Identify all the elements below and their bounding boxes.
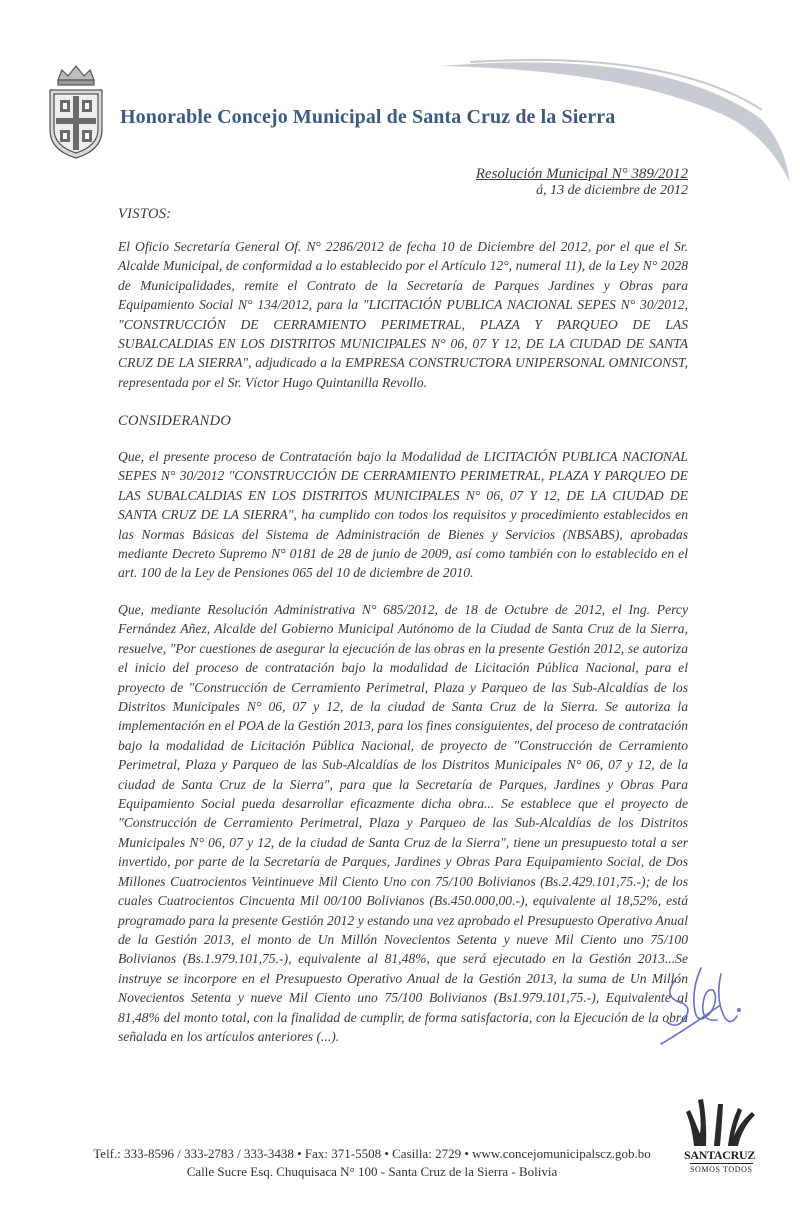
raised-hands-icon [680,1090,762,1148]
resolution-date: á, 13 de diciembre de 2012 [536,183,688,198]
municipal-crest-icon [44,62,108,162]
resolution-number: Resolución Municipal N° 389/2012 [475,166,688,182]
handwritten-signature [655,960,745,1050]
considerando-paragraph-1: Que, el presente proceso de Contratación bajo la Modalidad de LICITACIÓN PUBLICA NACIONAL SEPES N° 30/2012 "CONSTRUCCIÓN DE CERRAMIENTO PERIMETRAL, PLAZA Y PARQUEO DE LAS SUBALCALDIAS EN LOS DISTRITOS MUNICIPALES N° 06, 07 Y 12, DE LA CIUDAD DE SANTA CRUZ DE LA SIERRA", ha cumplido con todos los requisitos y procedimiento establecidos en las Normas Básicas del Sistema de Administración de Bienes y Servicios (NBSABS), aprobadas mediante Decreto Supremo N° 0181 de 28 de junio de 2009, así como también con lo establecido en el art. 100 de la Ley de Pensiones 065 del 10 de diciembre de 2010. [118,449,688,581]
considerando-heading: CONSIDERANDO [118,413,232,429]
footer-contact-line: Telf.: 333-8596 / 333-2783 / 333-3438 • Fax: 371-5508 • Casilla: 2729 • www.concejomunicipalscz.gob.bo [93,1146,651,1161]
logo-tagline-text: SOMOS TODOS [690,1165,753,1174]
footer-contact [62,1146,682,1180]
logo-brand-text: SANTACRUZ [684,1148,756,1162]
footer-address-line: Calle Sucre Esq. Chuquisaca N° 100 - Santa Cruz de la Sierra - Bolivia [186,1164,558,1179]
vistos-paragraph: El Oficio Secretaría General Of. N° 2286/2012 de fecha 10 de Diciembre del 2012, por el que el Sr. Alcalde Municipal, de conformidad a lo establecido por el Artículo 12°, numeral 11), de la Ley N° 2028 de Municipalidades, remite el Contrato de la Secretaría de Parques Jardines y Obras para Equipamiento Social N° 134/2012, para la "LICITACIÓN PUBLICA NACIONAL SEPES N° 30/2012, "CONSTRUCCIÓN DE CERRAMIENTO PERIMETRAL, PLAZA Y PARQUEO DE LAS SUBALCALDIAS EN LOS DISTRITOS MUNICIPALES N° 06, 07 Y 12, DE LA CIUDAD DE SANTA CRUZ DE LA SIERRA", adjudicado a la EMPRESA CONSTRUCTORA UNIPERSONAL OMNICONST, representada por el Sr. Víctor Hugo Quintanilla Revollo. [118,239,688,390]
resolution-block [476,166,688,199]
organization-title: Honorable Concejo Municipal de Santa Cruz de la Sierra [120,106,616,128]
santa-cruz-logo [680,1090,762,1180]
considerando-paragraph-2: Que, mediante Resolución Administrativa N° 685/2012, de 18 de Octubre de 2012, el Ing. Percy Fernández Añez, Alcalde del Gobierno Municipal Autónomo de la Ciudad de Santa Cruz de la Sierra, resuelve, "Por cuestiones de asegurar la ejecución de las obras en la presente Gestión 2012, se autoriza el inicio del proceso de contratación bajo la modalidad de Licitación Pública Nacional, para el proyecto de "Construcción de Cerramiento Perimetral, Plaza y Parqueo de las Sub-Alcaldías de los Distritos Municipales N° 06, 07 y 12, de la ciudad de Santa Cruz de la Sierra. Se autoriza la implementación en el POA de la Gestión 2013, para los fines consiguientes, del proceso de contratación bajo la modalidad de Licitación Pública Nacional, de proyecto de "Construcción de Cerramiento Perimetral, Plaza y Parqueo de las Sub-Alcaldías de los Distritos Municipales N° 06, 07 y 12, de la ciudad de Santa Cruz de la Sierra", para que la Secretaría de Parques, Jardines y Obras Para Equipamiento Social pueda desarrollar eficazmente dicha obra... Se establece que el proyecto de "Construcción de Cerramiento Perimetral, Plaza y Parqueo de las Sub-Alcaldías de los Distritos Municipales N° 06, 07 y 12, de la ciudad de Santa Cruz de la Sierra", tiene un presupuesto total a ser invertido, por parte de la Secretaría de Parques, Jardines y Obras Para Equipamiento Social, de Dos Millones Cuatrocientos Veintinueve Mil Ciento Uno con 75/100 Bolivianos (Bs.2.429.101,75.-); de los cuales Cuatrocientos Cincuenta Mil 00/100 Bolivianos (Bs.450.000,00.-), equivalente al 18,52%, está programado para la presente Gestión 2012 y estando una vez aprobado el Presupuesto Operativo Anual de la Gestión 2013, el monto de Un Millón Novecientos Setenta y nueve Mil Ciento uno 75/100 Bolivianos (Bs.1.979.101,75.-), equivalente al 81,48%, que será ejecutado en la Gestión 2013...Se instruye se incorpore en el Presupuesto Operativo Anual de la Gestión 2013, la suma de Un Millón Novecientos Setenta y nueve Mil Ciento uno 75/100 Bolivianos (Bs1.979.101,75.-), Equivalente al 81,48% del monto total, con la finalidad de cumplir, de forma satisfactoria, con la Ejecución de la obra señalada en los artículos anteriores (...). [118,602,688,1044]
vistos-heading: VISTOS: [118,206,172,222]
